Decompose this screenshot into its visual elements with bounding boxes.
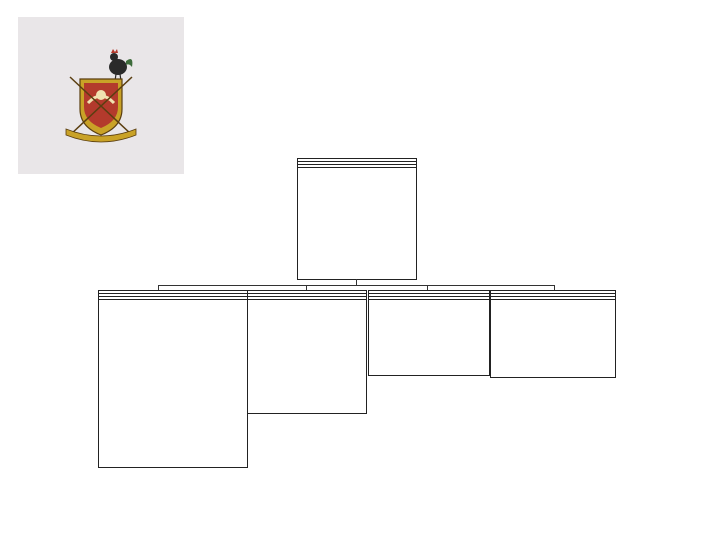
subdivision-box [98, 290, 248, 468]
division-box [297, 158, 417, 280]
municipality-logo [18, 17, 184, 174]
subdivision-staff [99, 300, 247, 302]
subdivision-box [490, 290, 616, 378]
subdivision-box [247, 290, 367, 414]
subdivision-staff [369, 300, 489, 302]
subdivision-staff [491, 300, 615, 302]
division-staff [298, 168, 416, 170]
rooster-icon [109, 49, 132, 81]
subdivision-staff [248, 300, 366, 302]
subdivision-box [368, 290, 490, 376]
connector-horizontal [158, 285, 555, 286]
logo-emblem [18, 17, 184, 174]
